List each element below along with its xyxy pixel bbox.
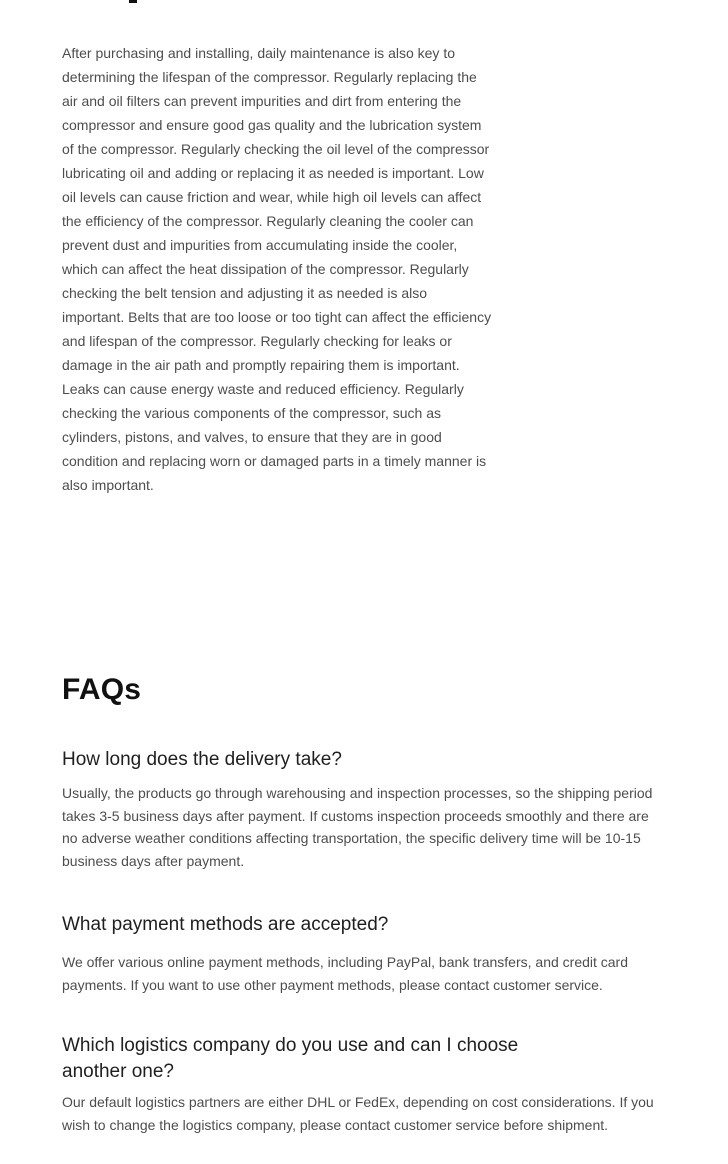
- faq-question-payment-methods: What payment methods are accepted?: [62, 914, 389, 935]
- cropped-heading-fragment: [129, 0, 137, 3]
- faq-answer-payment-methods: We offer various online payment methods, including PayPal, bank transfers, and credit card payments. If you want to use other payment methods, please contact customer service.: [62, 954, 629, 993]
- faq-question-delivery-time: How long does the delivery take?: [62, 749, 342, 770]
- faq-answer-logistics-company: Our default logistics partners are either DHL or FedEx, depending on cost considerations. If you wish to change the logistics company, please contact customer service before shipment.: [62, 1094, 654, 1133]
- faq-question-logistics-company: Which logistics company do you use and can I choose another one?: [62, 1035, 519, 1082]
- faq-section-title: FAQs: [62, 673, 142, 706]
- faq-answer-delivery-time: Usually, the products go through warehousing and inspection processes, so the shipping period takes 3-5 business days after payment. If customs inspection proceeds smoothly and there are no adverse weather conditions affecting transportation, the specific delivery time will be 10-15 business days after payment.: [62, 785, 653, 869]
- maintenance-paragraph: After purchasing and installing, daily maintenance is also key to determining the lifespan of the compressor. Regularly replacing the air and oil filters can prevent impurities and dirt from entering the compressor and ensure good gas quality and the lubrication system of the compressor. Regularly checking the oil level of the compressor lubricating oil and adding or replacing it as needed is important. Low oil levels can cause friction and wear, while high oil levels can affect the efficiency of the compressor. Regularly cleaning the cooler can prevent dust and impurities from accumulating inside the cooler, which can affect the heat dissipation of the compressor. Regularly checking the belt tension and adjusting it as needed is also important. Belts that are too loose or too tight can affect the efficiency and lifespan of the compressor. Regularly checking for leaks or damage in the air path and promptly repairing them is important. Leaks can cause energy waste and reduced efficiency. Regularly checking the various components of the compressor, such as cylinders, pistons, and valves, to ensure that they are in good condition and replacing worn or damaged parts in a timely manner is also important.: [62, 45, 492, 493]
